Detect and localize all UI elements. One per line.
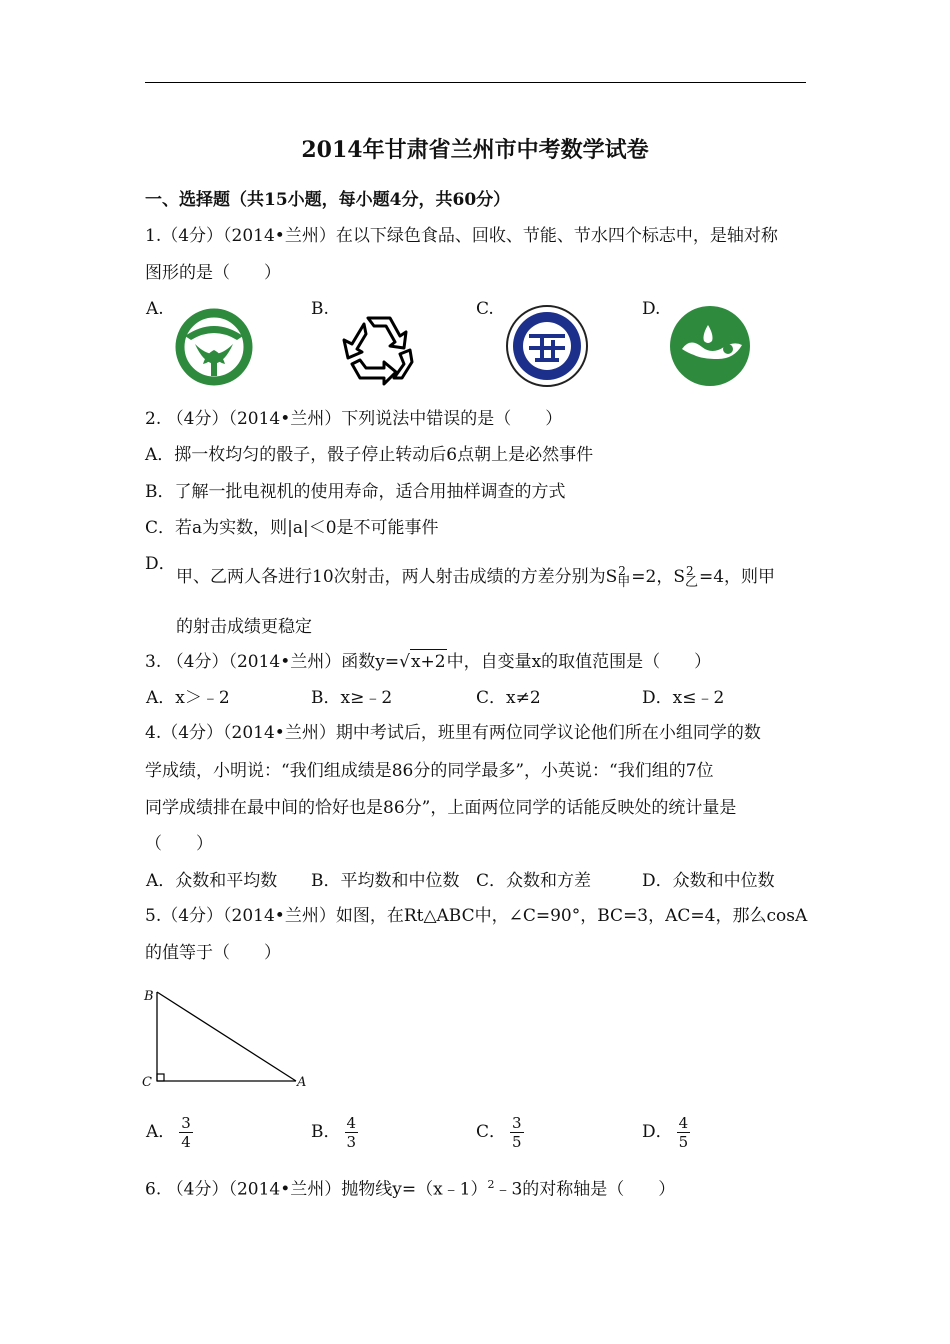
q4-stem-line1: 4.（4分）（2014•兰州）期中考试后，班里有两位同学议论他们所在小组同学的数 <box>145 723 761 743</box>
vertex-a-label: A <box>297 1075 307 1090</box>
page-title: 2014年甘肃省兰州市中考数学试卷 <box>301 137 649 163</box>
q4-stem-line3: 同学成绩排在最中间的恰好也是86分”，上面两位同学的话能反映处的统计量是 <box>145 798 737 818</box>
sqrt-icon: √ <box>399 652 410 672</box>
q5-option-c[interactable]: C． $\frac{3}{5}$ <box>476 1114 522 1151</box>
fraction: $\frac{4}{5}$ <box>678 1114 689 1151</box>
radicand: x+2 <box>410 649 447 674</box>
q2-option-c[interactable]: C．若a为实数，则|a|＜0是不可能事件 <box>145 518 439 538</box>
q1-option-b-label[interactable]: B. <box>311 299 329 319</box>
q3-option-c[interactable]: C．x≠2 <box>476 688 541 708</box>
recycle-logo-icon <box>338 306 420 388</box>
section-heading: 一、选择题（共15小题，每小题4分，共60分） <box>145 190 511 210</box>
variance-jia: 2 甲 <box>617 564 631 590</box>
q1-stem-line2: 图形的是（ ） <box>145 263 281 283</box>
q2-option-b[interactable]: B．了解一批电视机的使用寿命，适合用抽样调查的方式 <box>145 482 566 502</box>
q1-stem-line1: 1.（4分）（2014•兰州）在以下绿色食品、回收、节能、节水四个标志中，是轴对称 <box>145 226 778 246</box>
q4-stem-line2: 学成绩，小明说：“我们组成绩是86分的同学最多”，小英说：“我们组的7位 <box>145 761 714 781</box>
q1-option-d-label[interactable]: D. <box>642 299 661 319</box>
q5-option-a[interactable]: A． $\frac{3}{4}$ <box>146 1114 191 1151</box>
q4-option-c[interactable]: C．众数和方差 <box>476 871 592 891</box>
q2-option-d-line2: 的射击成绩更稳定 <box>176 617 312 637</box>
q4-option-d[interactable]: D．众数和中位数 <box>642 871 775 891</box>
vertex-b-label: B <box>144 989 154 1004</box>
q4-stem-line4: （ ） <box>145 834 213 854</box>
q3-option-b[interactable]: B．x≥﹣2 <box>311 688 393 708</box>
fraction: $\frac{3}{5}$ <box>512 1114 522 1151</box>
fraction: $\frac{4}{3}$ <box>346 1114 357 1151</box>
q2-stem: 2. （4分）（2014•兰州）下列说法中错误的是（ ） <box>145 409 563 429</box>
q2-option-a[interactable]: A．掷一枚均匀的骰子，骰子停止转动后6点朝上是必然事件 <box>145 445 594 465</box>
water-saving-logo-icon <box>668 305 752 387</box>
q3-option-a[interactable]: A．x＞﹣2 <box>146 688 230 708</box>
q1-option-c-label[interactable]: C. <box>476 299 494 319</box>
q1-option-a-label[interactable]: A. <box>146 299 164 319</box>
q6-stem: 6. （4分）（2014•兰州）抛物线y=（x﹣1）$^2$﹣3的对称轴是（ ） <box>145 1178 676 1200</box>
energy-saving-logo-icon <box>505 304 589 388</box>
vertex-c-label: C <box>142 1075 152 1090</box>
q2-option-d-line1[interactable]: 甲、乙两人各进行10次射击，两人射击成绩的方差分别为S 2 甲 =2，S 2 乙 =4，则甲 <box>176 564 776 590</box>
q4-option-b[interactable]: B．平均数和中位数 <box>311 871 460 891</box>
q3-stem: 3. （4分）（2014•兰州）函数y=√x+2中，自变量x的取值范围是（ ） <box>145 649 711 674</box>
right-triangle-figure <box>140 982 315 1092</box>
q4-option-a[interactable]: A．众数和平均数 <box>146 871 278 891</box>
fraction: $\frac{3}{4}$ <box>181 1114 191 1151</box>
q5-option-b[interactable]: B． $\frac{4}{3}$ <box>311 1114 357 1151</box>
q5-option-d[interactable]: D． $\frac{4}{5}$ <box>642 1114 689 1151</box>
variance-yi: 2 乙 <box>685 564 699 590</box>
q3-option-d[interactable]: D．x≤﹣2 <box>642 688 725 708</box>
q5-stem-line1: 5.（4分）（2014•兰州）如图，在Rt△ABC中，∠C=90°，BC=3，AC=4，那么cosA <box>145 906 808 926</box>
q2-option-d-label[interactable]: D． <box>145 554 176 574</box>
green-food-logo-icon <box>173 306 255 388</box>
header-rule <box>145 82 806 83</box>
q5-stem-line2: 的值等于（ ） <box>145 943 281 963</box>
